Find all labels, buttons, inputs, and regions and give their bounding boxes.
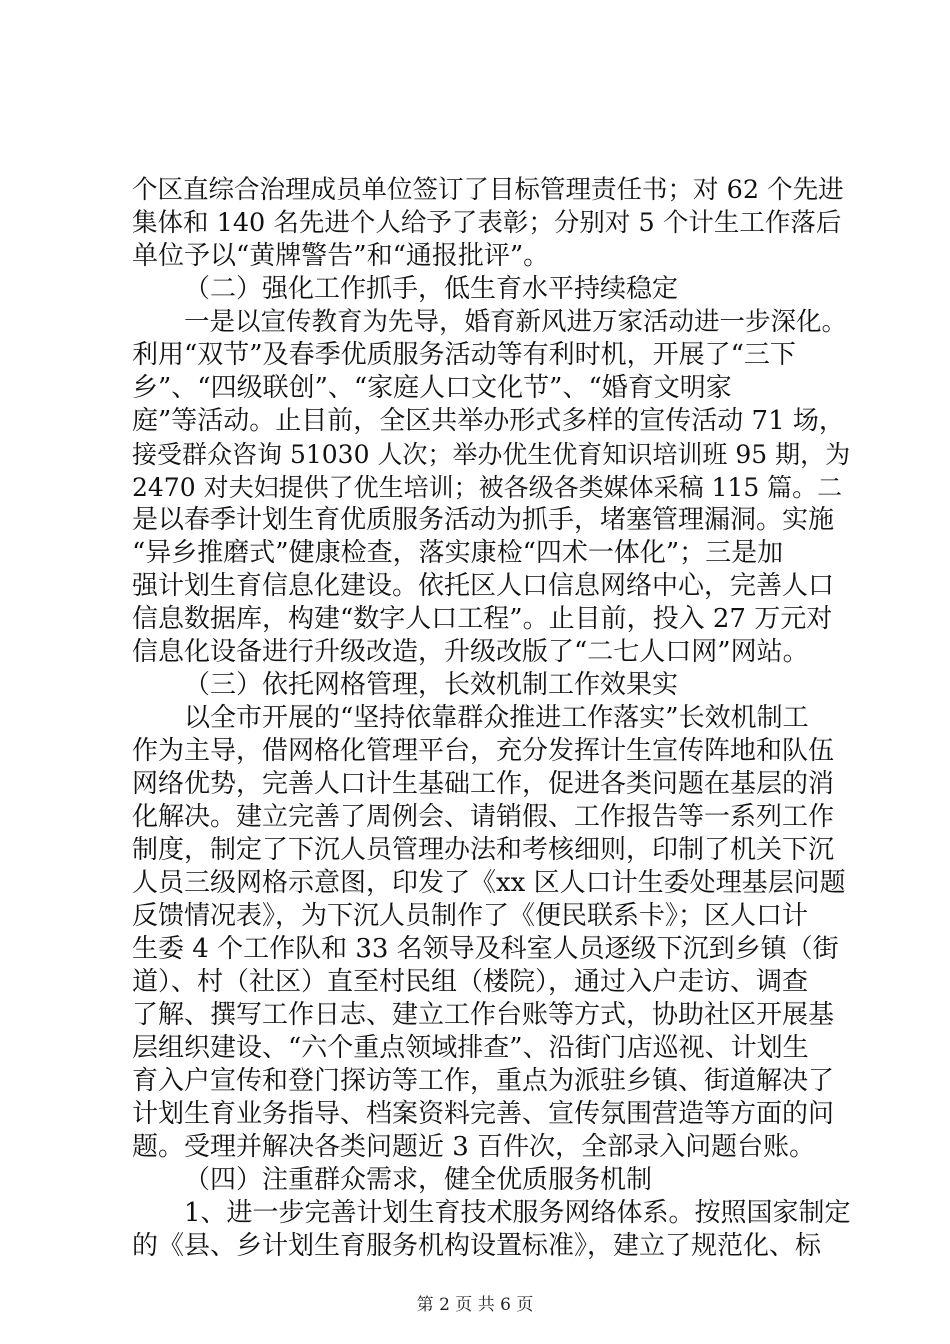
text-line: 强计划生育信息化建设。依托区人口信息网络中心，完善人口 [132, 571, 835, 601]
text-line: 以全市开展的“坚持依靠群众推进工作落实”长效机制工 [184, 703, 809, 733]
text-line: 庭”等活动。止目前，全区共举办形式多样的宣传活动 71 场， [132, 406, 845, 436]
text-line: 人员三级网格示意图，印发了《xx 区人口计生委处理基层问题 [132, 868, 846, 898]
text-line: 层组织建设、“六个重点领域排查”、沿街门店巡视、计划生 [132, 1033, 809, 1063]
text-line: “异乡推磨式”健康检查，落实康检“四术一体化”；三是加 [132, 538, 784, 568]
text-line: 信息数据库，构建“数字人口工程”。止目前，投入 27 万元对 [132, 604, 833, 634]
text-line: 的《县、乡计划生育服务机构设置标准》，建立了规范化、标 [132, 1231, 822, 1261]
text-line: 信息化设备进行升级改造，升级改版了“二七人口网”网站。 [132, 637, 809, 667]
text-line: 乡”、“四级联创”、“家庭人口文化节”、“婚育文明家 [132, 373, 732, 403]
text-line: 接受群众咨询 51030 人次；举办优生优育知识培训班 95 期，为 [132, 440, 851, 469]
text-line: 生委 4 个工作队和 33 名领导及科室人员逐级下沉到乡镇（街 [132, 934, 839, 964]
text-line: （二）强化工作抓手，低生育水平持续稳定 [184, 274, 679, 304]
text-line: （三）依托网格管理，长效机制工作效果实 [184, 670, 679, 700]
text-line: 是以春季计划生育优质服务活动为抓手，堵塞管理漏洞。实施 [132, 505, 835, 535]
text-line: 利用“双节”及春季优质服务活动等有利时机，开展了“三下 [132, 340, 796, 370]
text-line: 2470 对夫妇提供了优生培训；被各级各类媒体采稿 115 篇。二 [132, 473, 843, 502]
text-line: 制度，制定了下沉人员管理办法和考核细则，印制了机关下沉 [132, 835, 835, 865]
text-line: 作为主导，借网格化管理平台，充分发挥计生宣传阵地和队伍 [132, 736, 835, 766]
text-line: 网络优势，完善人口计生基础工作，促进各类问题在基层的消 [132, 769, 835, 799]
text-line: 计划生育业务指导、档案资料完善、宣传氛围营造等方面的问 [132, 1099, 835, 1129]
text-line: 化解决。建立完善了周例会、请销假、工作报告等一系列工作 [132, 802, 835, 832]
text-line: 单位予以“黄牌警告”和“通报批评”。 [132, 241, 550, 271]
text-line: 育入户宣传和登门探访等工作，重点为派驻乡镇、街道解决了 [132, 1066, 835, 1096]
page-footer: 第 2 页 共 6 页 [416, 1295, 534, 1315]
text-line: 集体和 140 名先进个人给予了表彰；分别对 5 个计生工作落后 [132, 208, 842, 238]
text-line: （四）注重群众需求，健全优质服务机制 [184, 1165, 653, 1195]
text-line: 了解、撰写工作日志、建立工作台账等方式，协助社区开展基 [132, 1000, 835, 1030]
text-line: 道）、村（社区）直至村民组（楼院），通过入户走访、调查 [132, 967, 809, 997]
text-line: 反馈情况表》，为下沉人员制作了《便民联系卡》；区人口计 [132, 901, 809, 931]
text-line: 个区直综合治理成员单位签订了目标管理责任书；对 62 个先进 [132, 175, 844, 205]
text-line: 题。受理并解决各类问题近 3 百件次，全部录入问题台账。 [132, 1132, 816, 1162]
text-line: 1、进一步完善计划生育技术服务网络体系。按照国家制定 [184, 1198, 851, 1228]
text-line: 一是以宣传教育为先导，婚育新风进万家活动进一步深化。 [184, 307, 848, 337]
